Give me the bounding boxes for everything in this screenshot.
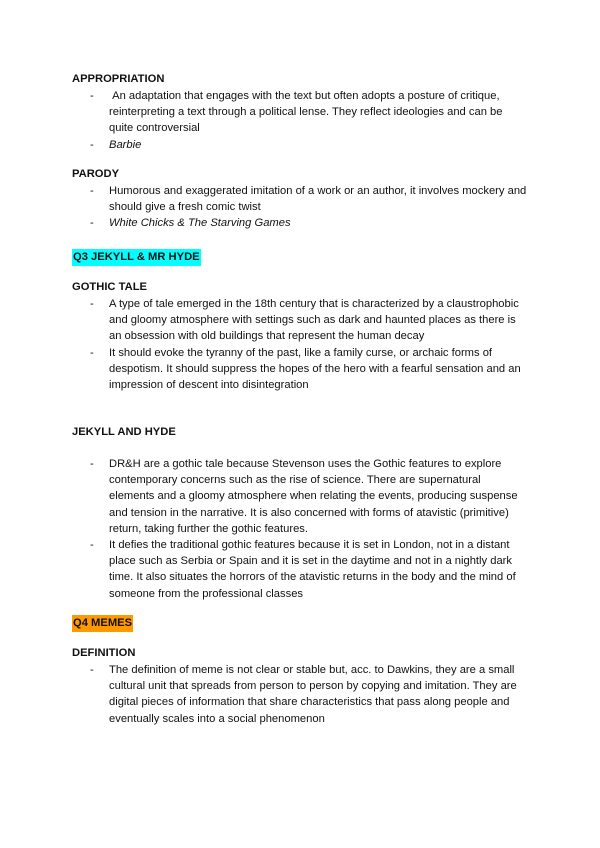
section-label-q4: Q4 MEMES — [72, 615, 133, 632]
bullet-dash: - — [90, 138, 94, 151]
list-item — [0, 215, 600, 231]
section-label-q3: Q3 JEKYLL & MR HYDE — [72, 249, 201, 266]
heading-gothic-tale: GOTHIC TALE — [72, 281, 147, 293]
list-item-text: It defies the traditional gothic features because it is set in London, not in a distant place such as Serbia or Spain and it is set in the daytime and not in a nightly dark time. It also situates the horrors of the atavistic returns in the body and the mind of someone from the professional classes — [109, 539, 516, 600]
heading-definition: DEFINITION — [72, 647, 136, 659]
list-item-text: DR&H are a gothic tale because Stevenson uses the Gothic features to explore contemporary concerns such as the rise of science. There are supernatural elements and a gloomy atmosphere when relating the events, producing suspense and tension in the narrative. It is also concerned with forms of atavistic (primitive) return, taking further the gothic features. — [109, 458, 518, 535]
list-item — [0, 537, 600, 602]
list-item-text: The definition of meme is not clear or stable but, acc. to Dawkins, they are a small cultural unit that spreads from person to person by copying and imitation. They are digital pieces of information that share characteristics that pass along people and eventually scales into a social phenomenon — [109, 664, 517, 725]
list-item — [0, 88, 600, 137]
bullet-dash: - — [90, 346, 94, 359]
list-parody — [0, 183, 600, 232]
list-item-text: Humorous and exaggerated imitation of a work or an author, it involves mockery and should give a fresh comic twist — [109, 185, 527, 214]
list-item — [0, 345, 600, 394]
list-definition — [0, 662, 600, 727]
bullet-dash: - — [90, 217, 94, 230]
list-appropriation — [0, 88, 600, 153]
heading-appropriation: APPROPRIATION — [72, 73, 165, 85]
list-item-text: A type of tale emerged in the 18th century that is characterized by a claustrophobic and gloomy atmosphere with settings such as dark and haunted places as there is an obsession with old buildings that represent the human decay — [109, 298, 519, 343]
list-item — [0, 662, 600, 727]
list-item-text: White Chicks & The Starving Games — [109, 217, 291, 230]
list-item — [0, 456, 600, 537]
list-item-text: An adaptation that engages with the text but often adopts a posture of critique, reinterpreting a text through a political lense. They reflect ideologies and can be quite controversial — [109, 90, 506, 135]
bullet-dash: - — [90, 298, 94, 310]
bullet-dash: - — [90, 539, 94, 552]
list-item — [0, 137, 600, 153]
list-jekyll-and-hyde — [0, 456, 600, 602]
list-gothic-tale — [0, 296, 600, 393]
list-item-text: Barbie — [109, 138, 142, 151]
bullet-dash: - — [90, 90, 94, 102]
heading-jekyll-and-hyde: JEKYLL AND HYDE — [72, 426, 176, 438]
bullet-dash: - — [90, 664, 94, 676]
list-item — [0, 296, 600, 345]
list-item — [0, 183, 600, 215]
list-item-text: It should evoke the tyranny of the past, like a family curse, or archaic forms of despotism. It should suppress the hopes of the hero with a fearful sensation and an impression of descent into disintegration — [109, 346, 521, 392]
bullet-dash: - — [90, 185, 94, 197]
heading-parody: PARODY — [72, 168, 120, 180]
bullet-dash: - — [90, 458, 94, 470]
